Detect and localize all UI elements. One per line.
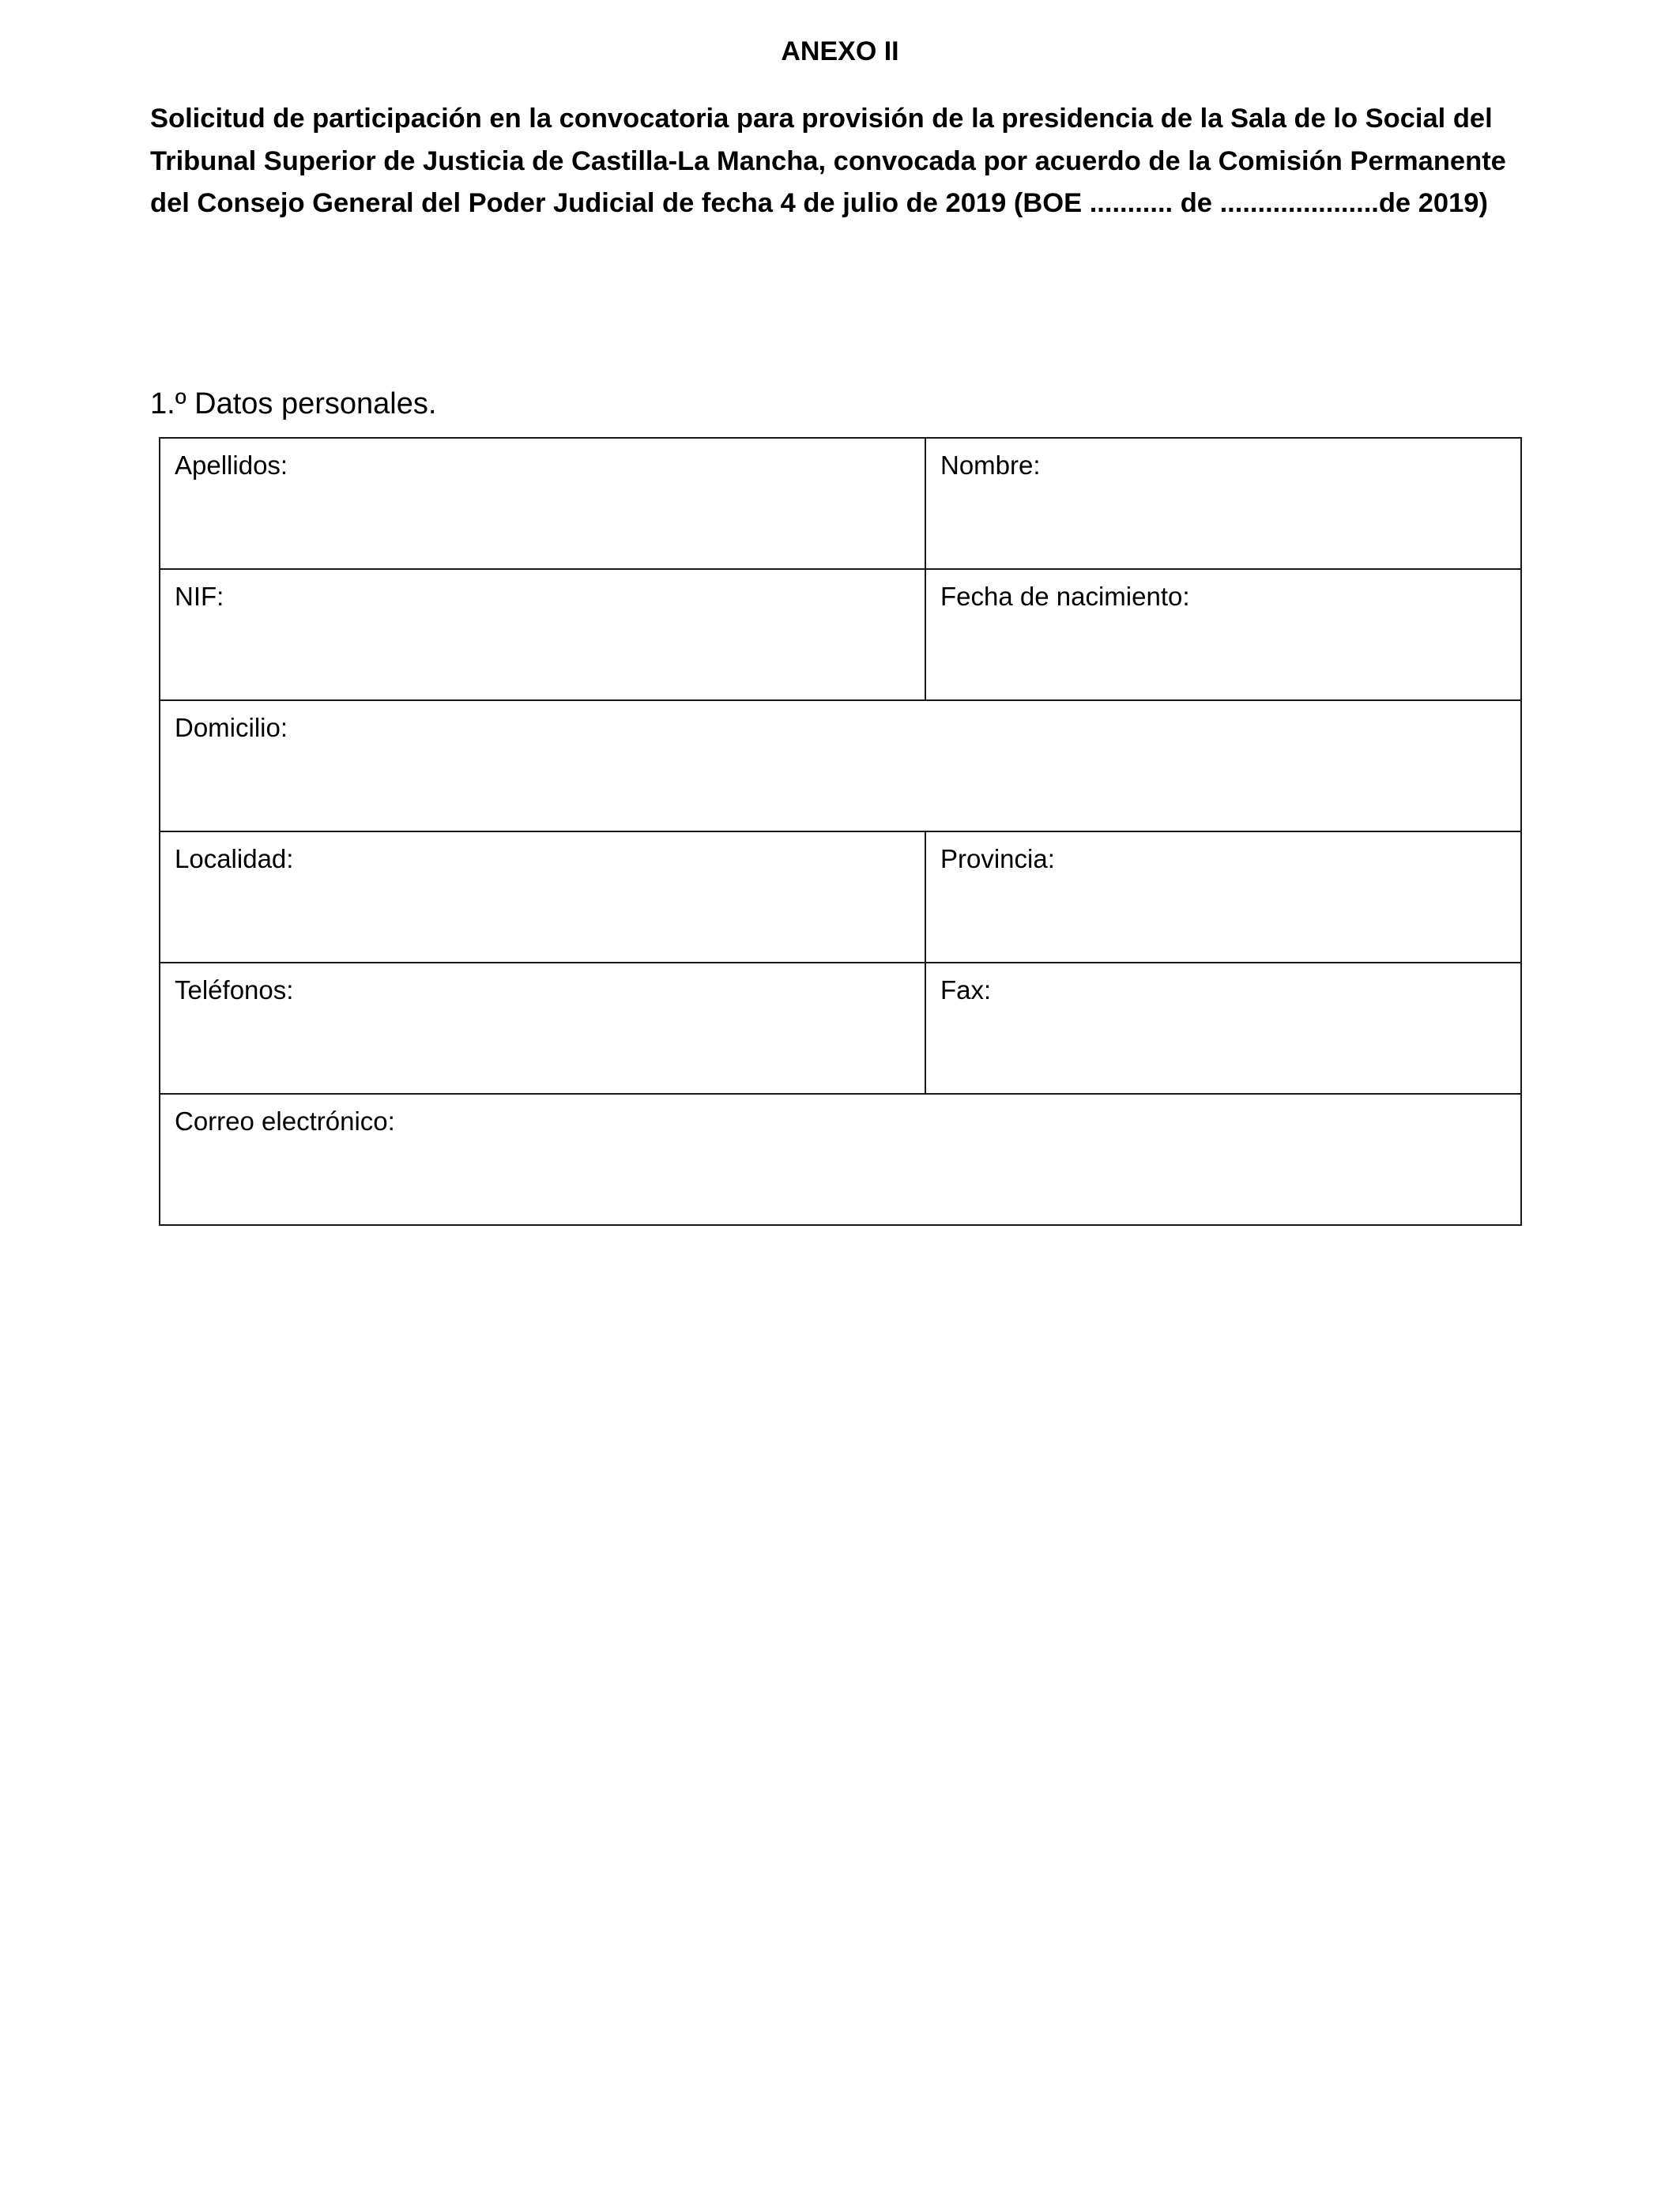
provincia-label: Provincia:: [940, 844, 1055, 873]
request-heading: [150, 98, 1533, 225]
table-row: [160, 831, 1521, 963]
table-row: [160, 1094, 1521, 1225]
fax-field[interactable]: [925, 963, 1521, 1094]
correo-label: Correo electrónico:: [175, 1106, 395, 1136]
section-title: 1.º Datos personales.: [150, 387, 437, 420]
personal-data-table: [159, 437, 1522, 1226]
request-heading-line: Tribunal Superior de Justicia de Castilla-La Mancha, convocada por acuerdo de la Comisión Permanente: [150, 145, 1506, 176]
table-row: [160, 963, 1521, 1094]
table-row: [160, 438, 1521, 569]
annex-title: ANEXO II: [781, 36, 899, 66]
fecha-nacimiento-field[interactable]: [925, 569, 1521, 700]
request-heading-line: Solicitud de participación en la convocatoria para provisión de la presidencia de la Sala de lo Social del: [150, 104, 1493, 134]
nombre-field[interactable]: [925, 438, 1521, 569]
nombre-label: Nombre:: [940, 450, 1041, 480]
localidad-label: Localidad:: [175, 844, 294, 873]
fax-label: Fax:: [940, 975, 992, 1005]
correo-field[interactable]: [160, 1094, 1521, 1225]
table-row: [160, 569, 1521, 700]
domicilio-label: Domicilio:: [175, 713, 288, 742]
fecha-nacimiento-label: Fecha de nacimiento:: [940, 582, 1190, 611]
domicilio-field[interactable]: [160, 700, 1521, 831]
localidad-field[interactable]: [160, 831, 925, 963]
telefonos-label: Teléfonos:: [175, 975, 294, 1005]
nif-field[interactable]: [160, 569, 925, 700]
apellidos-field[interactable]: [160, 438, 925, 569]
request-heading-line: del Consejo General del Poder Judicial de fecha 4 de julio de 2019 (BOE ........... de .....................de 2019): [150, 188, 1488, 218]
telefonos-field[interactable]: [160, 963, 925, 1094]
provincia-field[interactable]: [925, 831, 1521, 963]
nif-label: NIF:: [175, 582, 224, 611]
apellidos-label: Apellidos:: [175, 450, 288, 480]
table-row: [160, 700, 1521, 831]
